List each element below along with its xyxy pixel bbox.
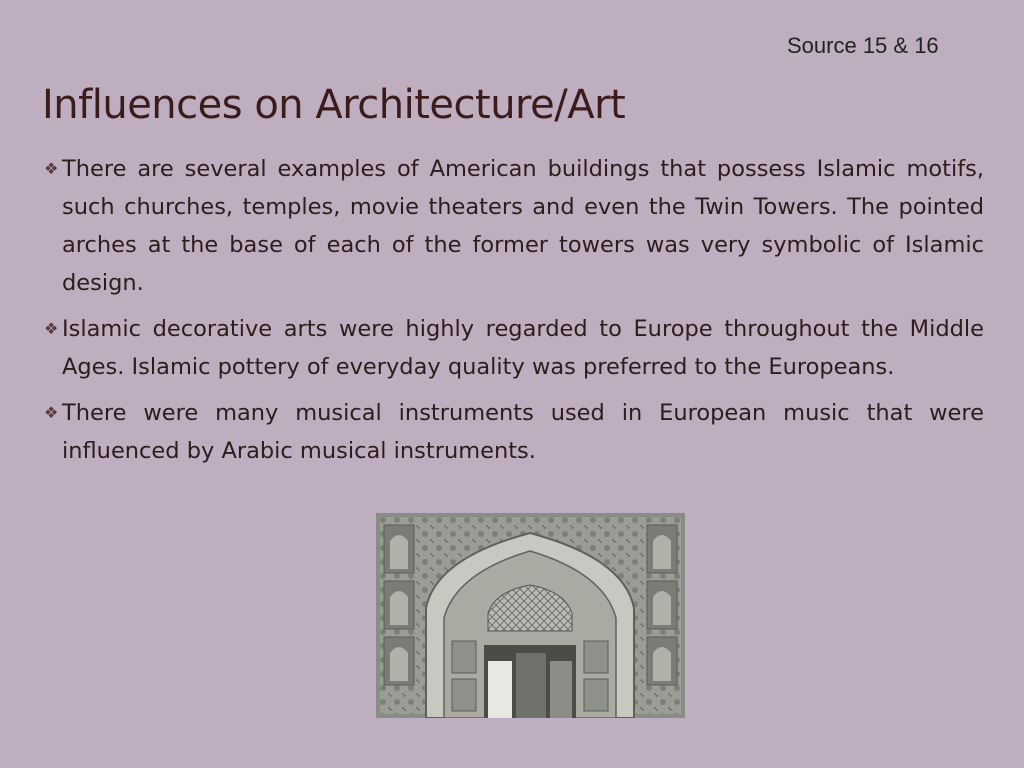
bullet-item (44, 150, 984, 302)
diamond-bullet-icon: ❖ (44, 319, 59, 338)
slide-title: Influences on Architecture/Art (42, 82, 626, 128)
bullet-text: There are several examples of American buildings that possess Islamic motifs, such churches, temples, movie theaters and even the Twin Towers. The pointed arches at the base of each of the former towers was very symbolic of Islamic design. (62, 156, 984, 296)
diamond-bullet-icon: ❖ (44, 159, 59, 178)
islamic-arch-photo (376, 513, 685, 718)
bullet-list (44, 150, 984, 478)
bullet-item (44, 310, 984, 386)
source-citation: Source 15 & 16 (787, 33, 939, 58)
bullet-text: Islamic decorative arts were highly regarded to Europe throughout the Middle Ages. Islamic pottery of everyday quality was preferred to the Europeans. (62, 316, 984, 380)
bullet-item (44, 394, 984, 470)
diamond-bullet-icon: ❖ (44, 403, 59, 422)
bullet-text: There were many musical instruments used in European music that were influenced by Arabic musical instruments. (62, 400, 984, 464)
